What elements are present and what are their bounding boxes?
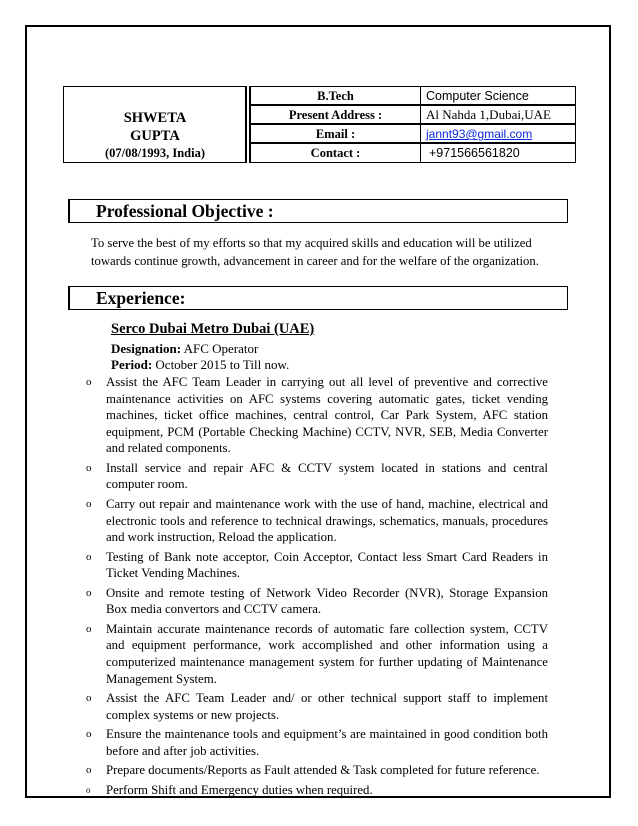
list-item xyxy=(0,726,638,759)
list-item xyxy=(0,585,638,618)
email-link[interactable]: jannt93@gmail.com xyxy=(426,127,533,141)
bullet-icon: o xyxy=(86,550,92,563)
degree-label: B.Tech xyxy=(250,86,421,105)
bullet-icon: o xyxy=(86,586,92,599)
list-item xyxy=(0,496,638,546)
duty-text: Perform Shift and Emergency duties when required. xyxy=(106,782,373,797)
dob-nationality: (07/08/1993, India) xyxy=(104,146,205,160)
duty-text: Assist the AFC Team Leader in carrying out all level of preventive and corrective maintenance activities on AFC systems covering automatic gates, ticket vending machines, ticket office machines, central control, Car Park System, AFC station equipment, PCM (Portable Checking Machine) CCTV, NVR, SEB, Media Converter and related components. xyxy=(106,375,548,456)
address-label: Present Address : xyxy=(250,105,421,124)
row-address xyxy=(250,105,576,124)
list-item xyxy=(0,782,638,799)
bullet-icon: o xyxy=(86,376,92,388)
experience-heading-box xyxy=(68,286,568,310)
name-first: SHWETA xyxy=(123,110,187,126)
duty-text: Install service and repair AFC & CCTV system located in stations and central computer room. xyxy=(106,460,548,492)
duty-text: Prepare documents/Reports as Fault attended & Task completed for future reference. xyxy=(106,763,540,778)
list-item xyxy=(0,460,638,493)
bullet-icon: o xyxy=(86,728,92,741)
objective-heading-box xyxy=(68,199,568,223)
duties-list xyxy=(0,374,638,801)
bullet-icon: o xyxy=(86,784,91,795)
duty-text: Testing of Bank note acceptor, Coin Acceptor, Contact less Smart Card Readers in Ticket Vending Machines. xyxy=(106,549,548,581)
objective-heading: Professional Objective : xyxy=(96,201,274,221)
list-item xyxy=(0,621,638,687)
list-item xyxy=(0,762,638,779)
designation-line xyxy=(111,341,258,357)
period-value: October 2015 to Till now. xyxy=(155,357,290,372)
degree-value: Computer Science xyxy=(420,86,576,105)
list-item xyxy=(0,690,638,723)
company-name: Serco Dubai Metro Dubai (UAE) xyxy=(111,321,315,337)
bullet-icon: o xyxy=(86,692,92,705)
row-email xyxy=(250,124,576,143)
row-contact xyxy=(250,143,576,163)
bullet-icon: o xyxy=(86,622,92,635)
header-table xyxy=(63,86,576,163)
period-label: Period: xyxy=(111,357,153,372)
contact-grid xyxy=(250,86,576,163)
email-label: Email : xyxy=(250,124,421,143)
row-degree xyxy=(250,86,576,105)
designation-label: Designation: xyxy=(111,341,182,356)
address-value: Al Nahda 1,Dubai,UAE xyxy=(420,105,576,124)
objective-text: To serve the best of my efforts so that my acquired skills and education will be utilized towards continue growth, advancement in career and for the welfare of the organization. xyxy=(91,236,539,268)
name-last: GUPTA xyxy=(130,128,180,144)
list-item xyxy=(0,374,638,457)
experience-heading: Experience: xyxy=(96,288,186,308)
email-cell xyxy=(420,124,576,143)
period-line xyxy=(111,357,289,373)
bullet-icon: o xyxy=(86,461,92,474)
duty-text: Carry out repair and maintenance work with the use of hand, machine, electrical and electronic tools and reference to technical drawings, schematics, manuals, procedures and work instruction, Reload the application. xyxy=(106,496,548,545)
contact-label: Contact : xyxy=(250,143,421,163)
bullet-icon: o xyxy=(86,497,92,510)
duty-text: Ensure the maintenance tools and equipment’s are maintained in good condition both before and after job activities. xyxy=(106,727,548,758)
duty-text: Maintain accurate maintenance records of automatic fare collection system, CCTV and equipment performance, work accomplished and other information using a computerized maintenance management system for further updating of Maintenance Management System. xyxy=(106,621,548,686)
duty-text: Onsite and remote testing of Network Video Recorder (NVR), Storage Expansion Box media convertors and CCTV camera. xyxy=(106,585,548,617)
designation-value: AFC Operator xyxy=(183,341,259,356)
duty-text: Assist the AFC Team Leader and/ or other technical support staff to implement complex systems or new projects. xyxy=(106,691,548,722)
name-cell xyxy=(63,86,246,163)
bullet-icon: o xyxy=(86,764,92,777)
list-item xyxy=(0,549,638,582)
contact-value: +971566561820 xyxy=(420,143,576,163)
